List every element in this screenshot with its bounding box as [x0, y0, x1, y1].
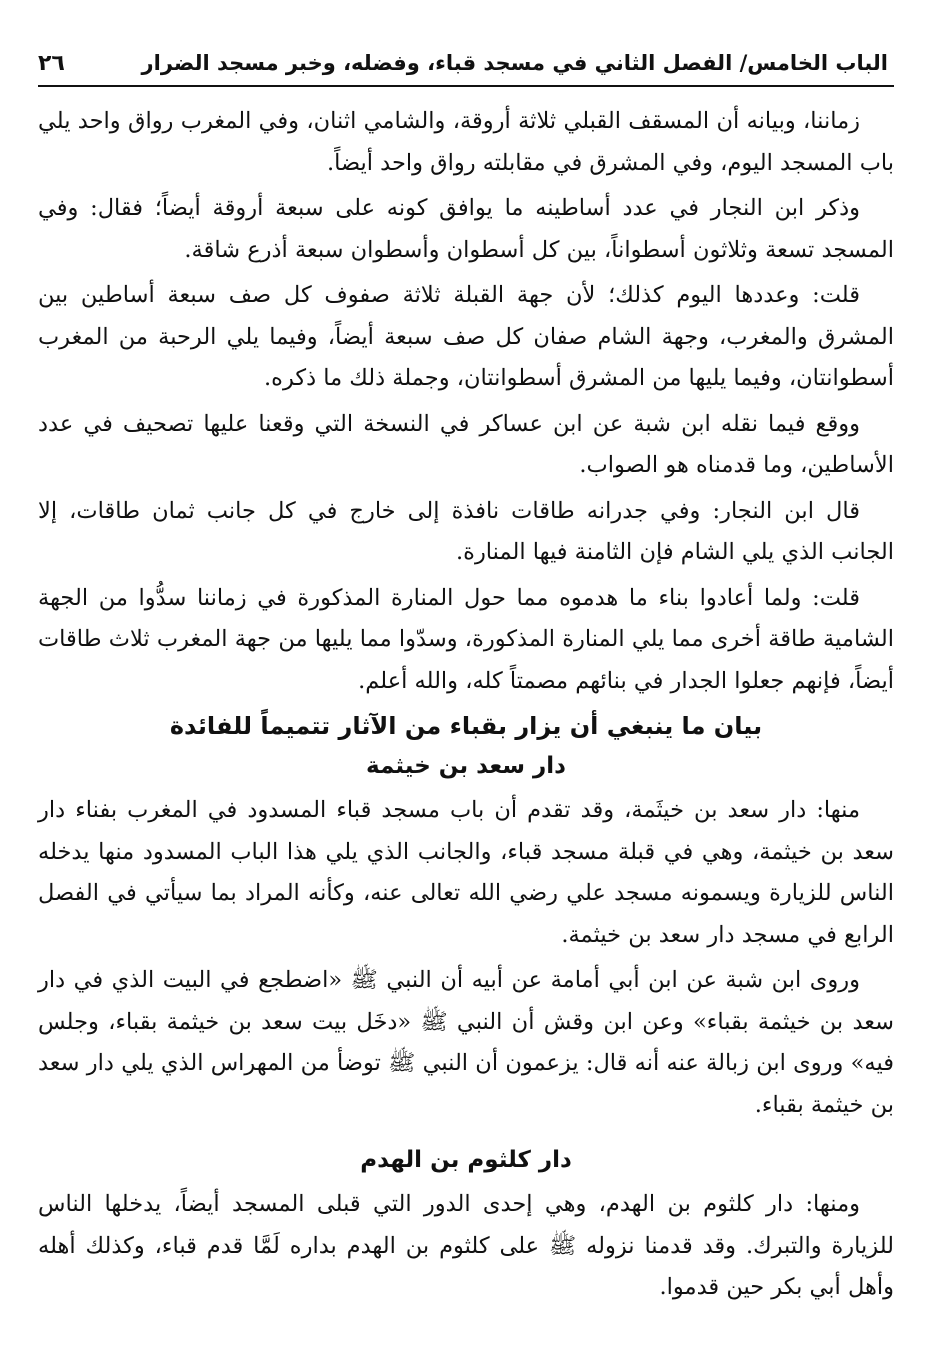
page-number: ٢٦ — [38, 51, 65, 76]
paragraph: زماننا، وبيانه أن المسقف القبلي ثلاثة أروقة، والشامي اثنان، وفي المغرب رواق واحد يلي باب المسجد اليوم، وفي المشرق في مقابلته رواق واحد أيضاً. — [38, 108, 894, 176]
paragraph: قلت: وعددها اليوم كذلك؛ لأن جهة القبلة ثلاثة صفوف كل صف سبعة أساطين بين المشرق والمغرب، وجهة الشام صفان كل صف سبعة أيضاً، وفيما يلي الرحبة من المغرب أسطوانتان، وفيما يليها من المشرق أسطوانتان، وجملة ذلك ما ذكره. — [38, 282, 894, 391]
section-heading: بيان ما ينبغي أن يزار بقباء من الآثار تتميماً للفائدة — [169, 712, 763, 740]
running-title: الباب الخامس/ الفصل الثاني في مسجد قباء، وفضله، وخبر مسجد الضرار — [141, 51, 888, 75]
body-text — [38, 101, 894, 1309]
paragraph: منها: دار سعد بن خيثَمة، وقد تقدم أن باب مسجد قباء المسدود في المغرب بفناء دار سعد بن خيثمة، وهي في قبلة مسجد قباء، والجانب الذي يلي هذا الباب المسدود منها يدخله الناس للزيارة ويسمونه مسجد علي رضي الله تعالى عنه، وكأنه المراد بما سيأتي في الفصل الرابع في مسجد دار سعد بن خيثمة. — [38, 797, 894, 948]
subheading-dar-kulthum: دار كلثوم بن الهدم — [360, 1147, 572, 1173]
subheading-dar-saad: دار سعد بن خيثمة — [366, 753, 566, 779]
running-header — [38, 48, 894, 87]
paragraph: وذكر ابن النجار في عدد أساطينه ما يوافق كونه على سبعة أروقة أيضاً؛ فقال: وفي المسجد تسعة وثلاثون أسطواناً، بين كل أسطوان وأسطوان سبعة أذرع شاقة. — [38, 195, 894, 263]
paragraph: قال ابن النجار: وفي جدرانه طاقات نافذة إلى خارج في كل جانب ثمان طاقات، إلا الجانب الذي يلي الشام فإن الثامنة فيها المنارة. — [38, 497, 894, 565]
paragraph: ووقع فيما نقله ابن شبة عن ابن عساكر في النسخة التي وقعنا عليها تصحيف في عدد الأساطين، وما قدمناه هو الصواب. — [38, 410, 894, 478]
paragraph: ومنها: دار كلثوم بن الهدم، وهي إحدى الدور التي قبلى المسجد أيضاً، يدخلها الناس للزيارة والتبرك. وقد قدمنا نزوله ﷺ على كلثوم بن الهدم بداره لَمَّا قدم قباء، وكذلك أهله وأهل أبي بكر حين قدموا. — [38, 1191, 894, 1300]
paragraph: قلت: ولما أعادوا بناء ما هدموه مما حول المنارة المذكورة في زماننا سدُّوا من الجهة الشامية طاقة أخرى مما يلي المنارة المذكورة، وسدّوا مما يليها من جهة المغرب ثلاث طاقات أيضاً، فإنهم جعلوا الجدار في بنائهم مصمتاً كله، والله أعلم. — [38, 584, 894, 694]
paragraph: وروى ابن شبة عن ابن أبي أمامة عن أبيه أن النبي ﷺ «اضطجع في البيت الذي في دار سعد بن خيثمة بقباء» وعن ابن وقش أن النبي ﷺ «دخَل بيت سعد بن خيثمة بقباء، وجلس فيه» وروى ابن زبالة عنه أنه قال: يزعمون أن النبي ﷺ توضأ من المهراس الذي يلي دار سعد بن خيثمة بقباء. — [38, 967, 894, 1118]
book-page — [38, 48, 894, 1313]
